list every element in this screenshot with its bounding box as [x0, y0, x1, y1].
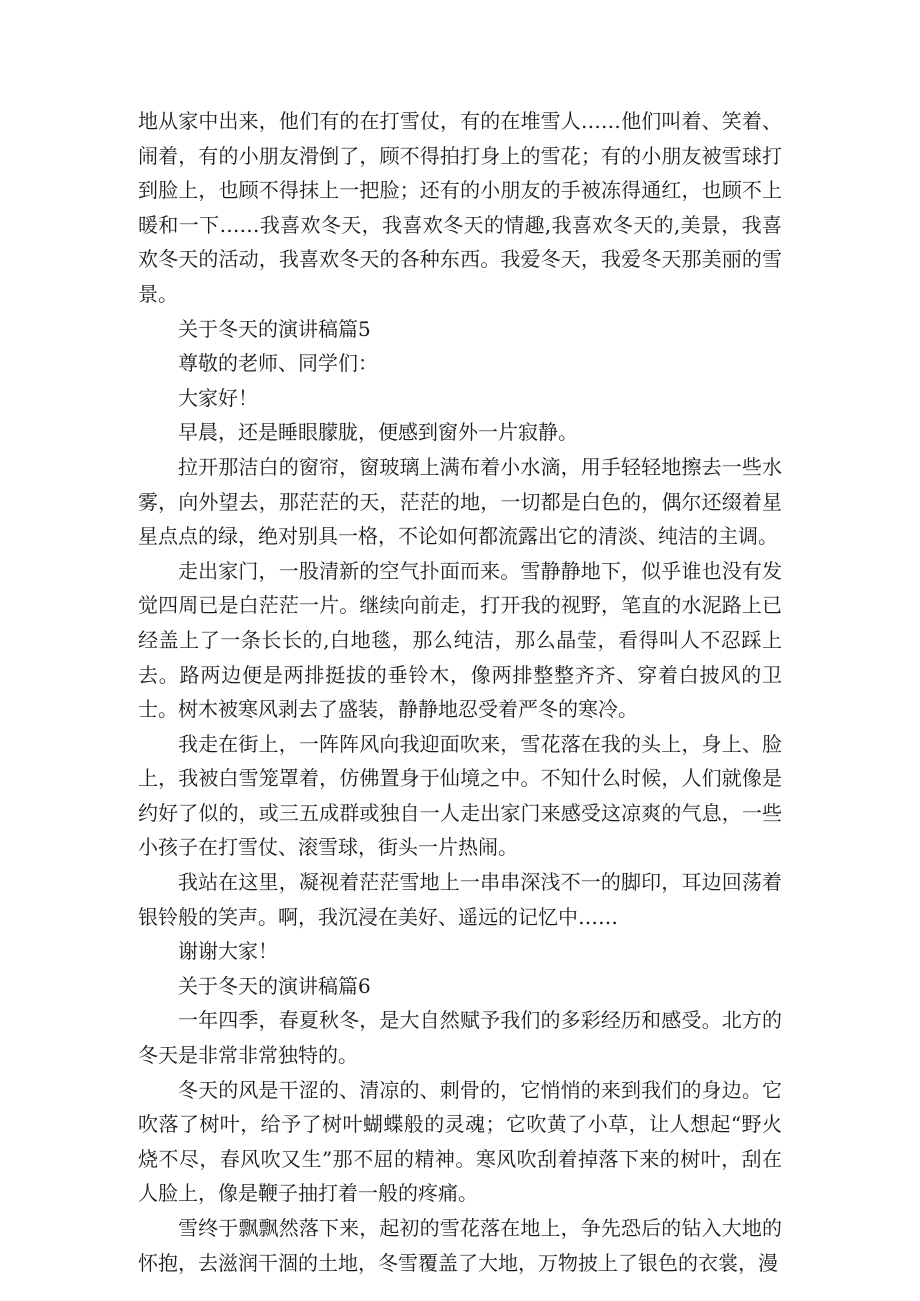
- section-heading-6: 关于冬天的演讲稿篇6: [178, 973, 371, 998]
- paragraph-wind: 冬天的风是干涩的、清凉的、刺骨的，它悄悄的来到我们的身边。它吹落了树叶，给予了树叶蝴蝶般的灵魂；它吹黄了小草，让人想起“野火烧不尽，春风吹又生”那不屈的精神。寒风吹刮着掉落下来的树叶，刮在人脸上，像是鞭子抽打着一般的疼痛。: [138, 1077, 782, 1206]
- greeting: 大家好！: [178, 385, 258, 410]
- paragraph-snow: 雪终于飘飘然落下来，起初的雪花落在地上，争先恐后的钻入大地的怀抱，去滋润干涸的土地，冬雪覆盖了大地，万物披上了银色的衣裳，漫: [138, 1216, 782, 1275]
- closing-thanks: 谢谢大家！: [178, 939, 278, 964]
- paragraph-seasons: 一年四季，春夏秋冬，是大自然赋予我们的多彩经历和感受。北方的冬天是非常非常独特的。: [138, 1008, 782, 1068]
- paragraph-footprints: 我站在这里，凝视着茫茫雪地上一串串深浅不一的脚印，耳边回荡着银铃般的笑声。啊，我沉浸在美好、遥远的记忆中……: [138, 870, 782, 929]
- paragraph-morning: 早晨，还是睡眼朦胧，便感到窗外一片寂静。: [178, 420, 578, 445]
- paragraph-continuation: 地从家中出来，他们有的在打雪仗，有的在堆雪人……他们叫着、笑着、闹着，有的小朋友滑倒了，顾不得拍打身上的雪花；有的小朋友被雪球打到脸上，也顾不得抹上一把脸；还有的小朋友的手被冻得通红，也顾不上暖和一下……我喜欢冬天，我喜欢冬天的情趣,我喜欢冬天的,美景，我喜欢冬天的活动，我喜欢冬天的各种东西。我爱冬天，我爱冬天那美丽的雪景。: [138, 109, 782, 306]
- paragraph-window: 拉开那洁白的窗帘，窗玻璃上满布着小水滴，用手轻轻地擦去一些水雾，向外望去，那茫茫的天，茫茫的地，一切都是白色的，偶尔还缀着星星点点的绿，绝对别具一格，不论如何都流露出它的清淡、纯洁的主调。: [138, 454, 782, 549]
- document-page: [138, 104, 782, 1280]
- paragraph-street: 我走在街上，一阵阵风向我迎面吹来，雪花落在我的头上，身上、脸上，我被白雪笼罩着，仿佛置身于仙境之中。不知什么时候，人们就像是约好了似的，或三五成群或独自一人走出家门来感受这凉爽的气息，一些小孩子在打雪仗、滚雪球，街头一片热闹。: [138, 731, 782, 860]
- salutation: 尊敬的老师、同学们：: [178, 351, 378, 376]
- section-heading-5: 关于冬天的演讲稿篇5: [178, 316, 371, 341]
- paragraph-outside: 走出家门，一股清新的空气扑面而来。雪静静地下，似乎谁也没有发觉四周已是白茫茫一片。继续向前走，打开我的视野，笔直的水泥路上已经盖上了一条长长的,白地毯，那么纯洁，那么晶莹，看得叫人不忍踩上去。路两边便是两排挺拔的垂铃木，像两排整整齐齐、穿着白披风的卫士。树木被寒风剥去了盛装，静静地忍受着严冬的寒冷。: [138, 558, 782, 722]
